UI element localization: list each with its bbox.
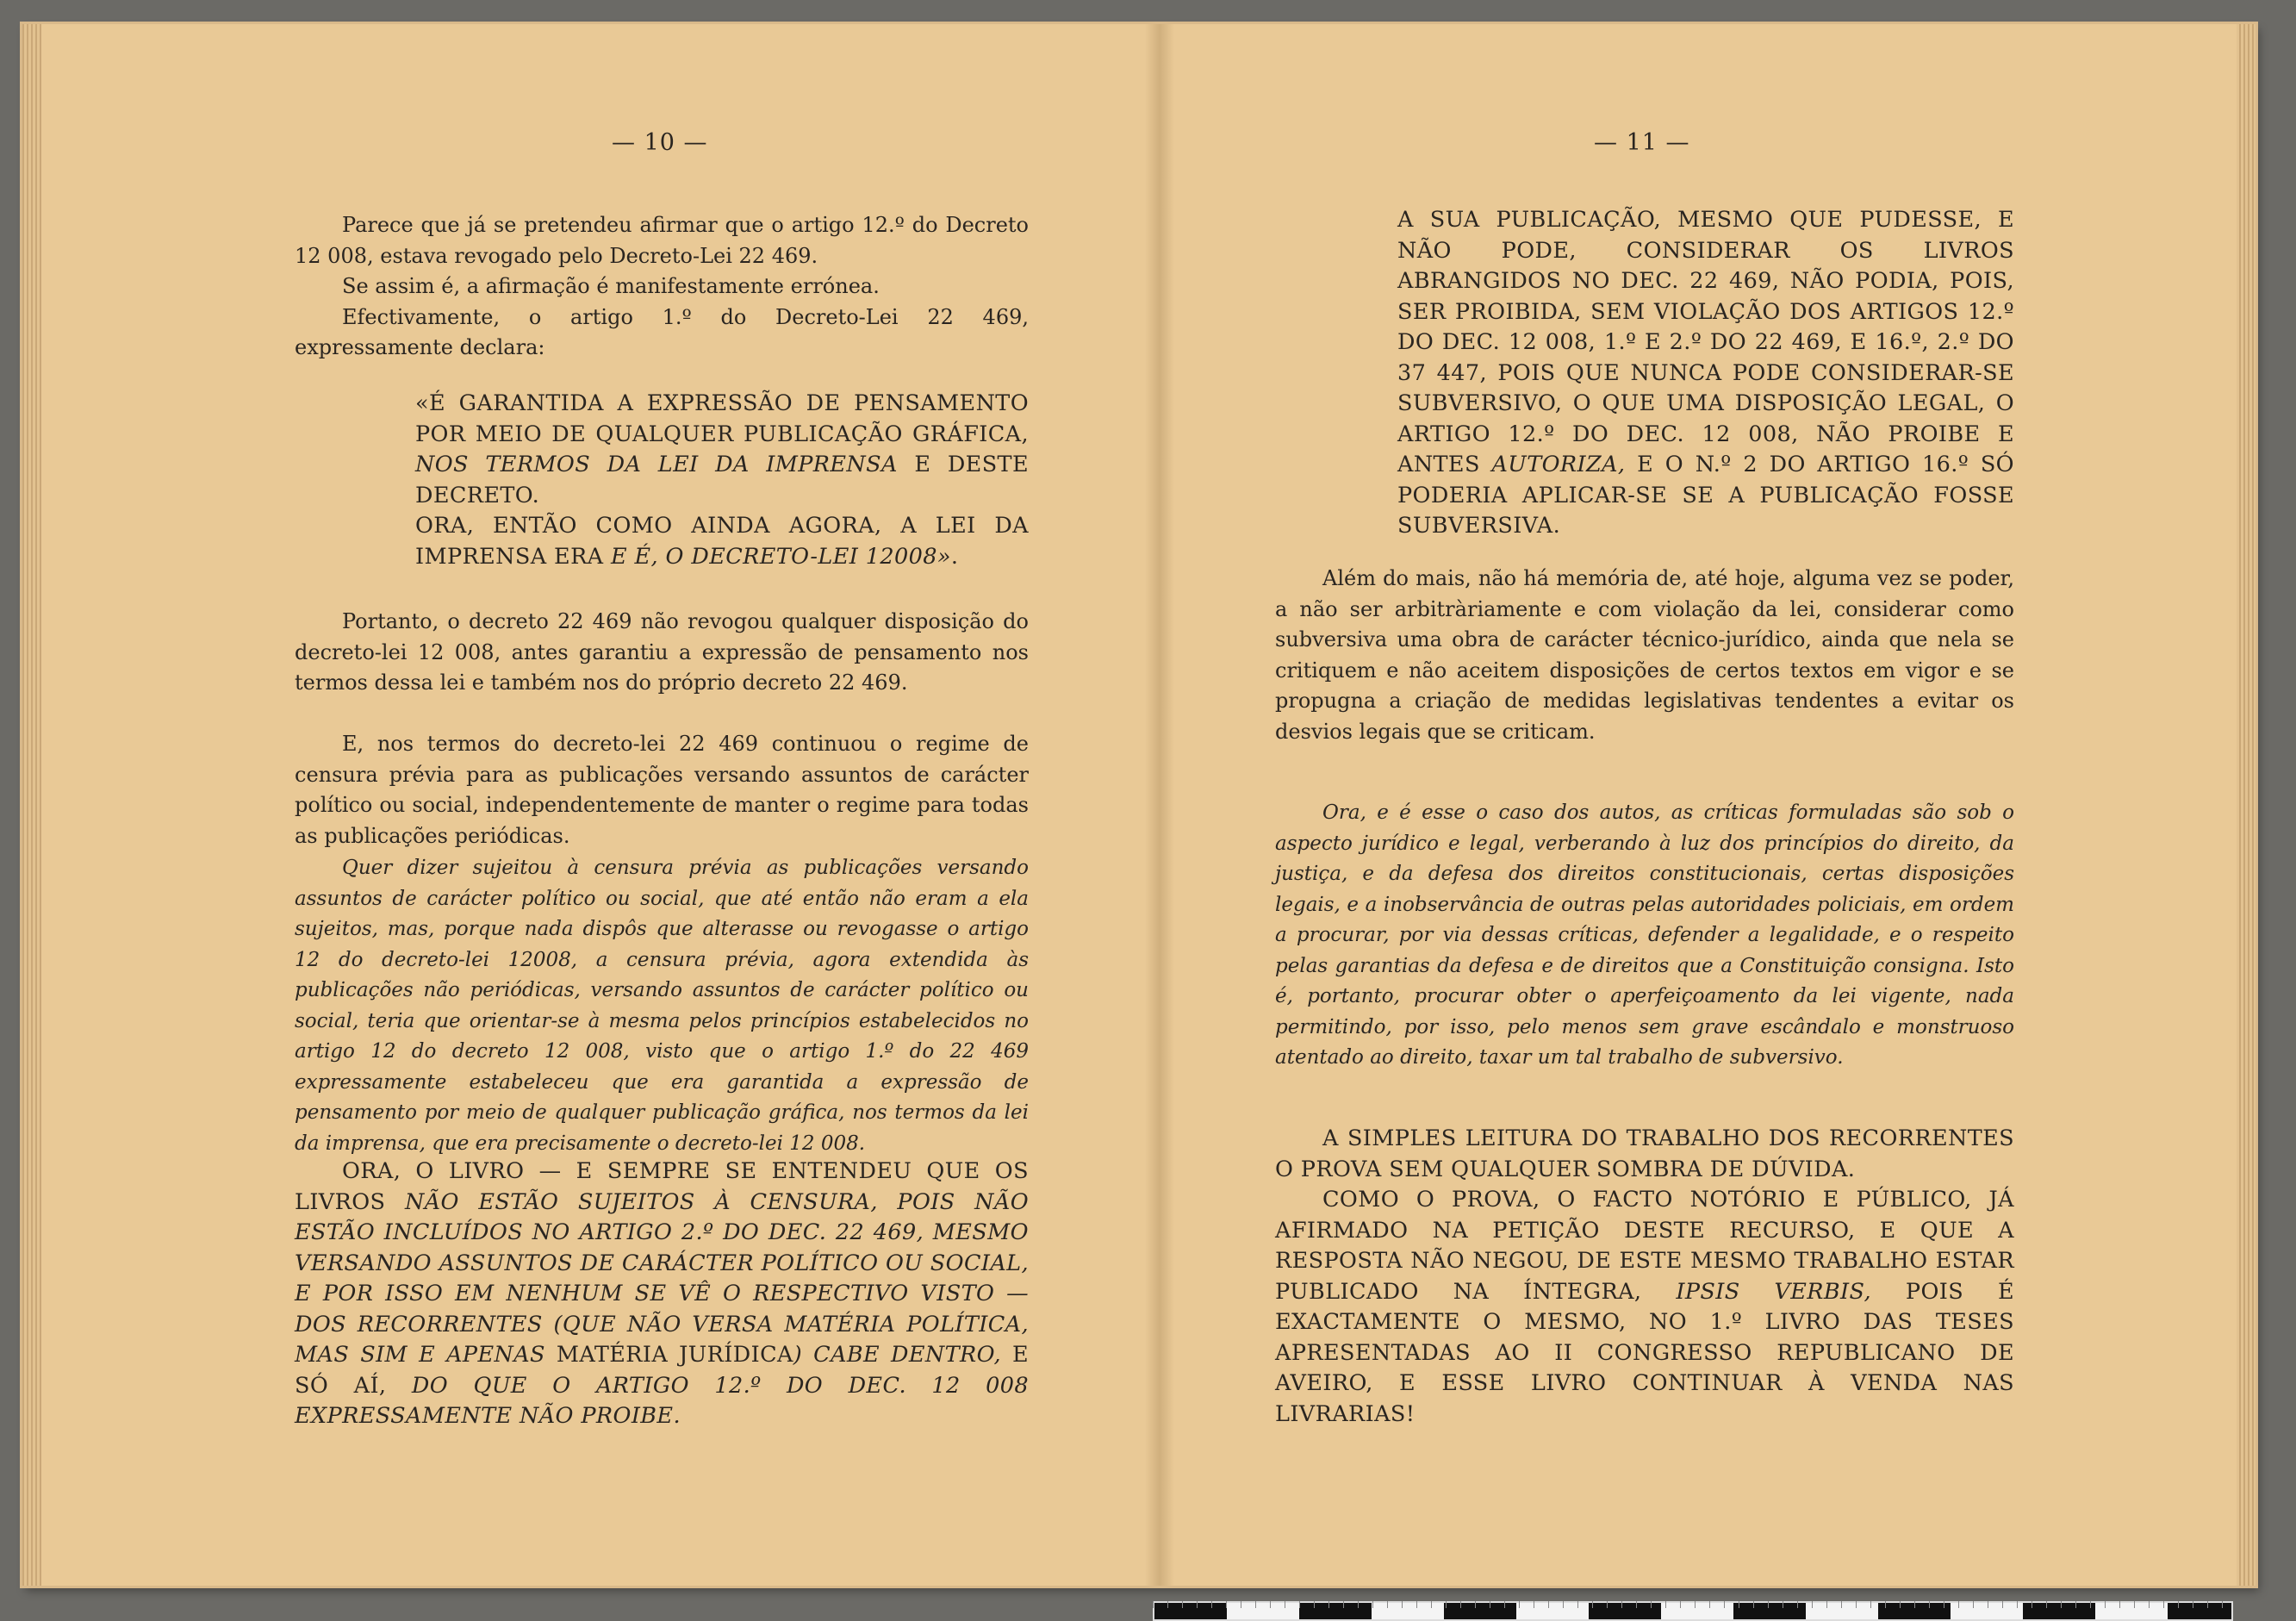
paragraph-simple-reading: A SIMPLES LEITURA DO TRABALHO DOS RECORRENTES O PROVA SEM QUALQUER SOMBRA DE DÚVIDA. COMO O PROVA, O FACTO NOTÓRIO E PÚBLICO, JÁ AFIRMADO NA PETIÇÃO DESTE RECURSO, E QUE A RESPOSTA NÃO NEGOU, DE ESTE MESMO TRABALHO ESTAR PUBLICADO NA ÍNTEGRA, IPSIS VERBIS, POIS É EXACTAMENTE O MESMO, NO 1.º LIVRO DAS TESES APRESENTADAS AO II CONGRESSO REPUBLICANO DE AVEIRO, E ESSE LIVRO CONTINUAR À VENDA NAS LIVRARIAS!	[1275, 1125, 2015, 1427]
quote-paragraph: ORA, ENTÃO COMO AINDA AGORA, A LEI DA IMPRENSA ERA E É, O DECRETO-LEI 12008».	[415, 513, 1029, 570]
paragraph: Se assim é, a afirmação é manifestamente errónea.	[342, 274, 880, 298]
page-stack-right-edge	[2237, 24, 2256, 1586]
paragraph: Efectivamente, o artigo 1.º do Decreto-Lei 22 469, expressamente declara:	[295, 304, 1029, 359]
page-number-left: — 10 —	[612, 129, 708, 156]
paragraph-publication-not-prohibited: A SUA PUBLICAÇÃO, MESMO QUE PUDESSE, E NÃO PODE, CONSIDERAR OS LIVROS ABRANGIDOS NO DEC. 22 469, NÃO PODIA, POIS, SER PROIBIDA, SEM VIOLAÇÃO DOS ARTIGOS 12.º DO DEC. 12 008, 1.º E 2.º DO 22 469, E 16.º, 2.º DO 37 447, POIS QUE NUNCA PODE CONSIDERAR-SE SUBVERSIVO, O QUE UMA DISPOSIÇÃO LEGAL, O ARTIGO 12.º DO DEC. 12 008, NÃO PROIBE E ANTES AUTORIZA, E O N.º 2 DO ARTIGO 16.º SÓ PODERIA APLICAR-SE SE A PUBLICAÇÃO FOSSE SUBVERSIVA.	[1397, 207, 2014, 539]
paragraph: Parece que já se pretendeu afirmar que o artigo 12.º do Decreto 12 008, estava revogado pelo Decreto-Lei 22 469.	[295, 213, 1029, 268]
book-gutter	[1145, 24, 1174, 1586]
page-number-right: — 11 —	[1594, 129, 1690, 156]
left-intro-text	[295, 210, 1029, 364]
paragraph-italic-criticism: Ora, e é esse o caso dos autos, as críticas formuladas são sob o aspecto jurídico e legal, verberando à luz dos princípios do direito, da justiça, e da defesa dos direitos constitucionais, certas disposições legais, e a inobservância de outras pelas autoridades policiais, em ordem a procurar, por via dessas críticas, defender a legalidade, e o respeito pelas garantias da defesa e de direitos que a Constituição consigna. Isto é, portanto, procurar obter o aperfeiçoamento da lei vigente, nada permitindo, por isso, pelo menos sem grave escândalo e monstruoso atentado ao direito, taxar um tal trabalho de subversivo.	[1275, 801, 2014, 1069]
quote-paragraph: «É GARANTIDA A EXPRESSÃO DE PENSAMENTO POR MEIO DE QUALQUER PUBLICAÇÃO GRÁFICA, NOS TERMOS DA LEI DA IMPRENSA E DESTE DECRETO.	[415, 390, 1029, 508]
paragraph-technical-legal-work: Além do mais, não há memória de, até hoje, alguma vez se poder, a não ser arbitràriamente e com violação da lei, considerar como subversiva uma obra de carácter técnico-jurídico, ainda que nela se critiquem e não aceitem disposições de certos textos em vigor e se propugna a criação de medidas legislativas tendentes a evitar os desvios legais que se criticam.	[1275, 566, 2014, 744]
paragraph-prior-censorship: E, nos termos do decreto-lei 22 469 continuou o regime de censura prévia para as publicações versando assuntos de carácter político ou social, independentemente de manter o regime para todas as publicações periódicas.	[295, 732, 1029, 848]
paragraph-book-not-censored: ORA, O LIVRO — E SEMPRE SE ENTENDEU QUE OS LIVROS NÃO ESTÃO SUJEITOS À CENSURA, POIS NÃO ESTÃO INCLUÍDOS NO ARTIGO 2.º DO DEC. 22 469, MESMO VERSANDO ASSUNTOS DE CARÁCTER POLÍTICO OU SOCIAL, E POR ISSO EM NENHUM SE VÊ O RESPECTIVO VISTO — DOS RECORRENTES (QUE NÃO VERSA MATÉRIA POLÍTICA, MAS SIM E APENAS MATÉRIA JURÍDICA) CABE DENTRO, E SÓ AÍ, DO QUE O ARTIGO 12.º DO DEC. 12 008 EXPRESSAMENTE NÃO PROIBE.	[295, 1158, 1030, 1429]
page-stack-left-edge	[22, 24, 41, 1586]
paragraph-decree-not-revoked: Portanto, o decreto 22 469 não revogou qualquer disposição do decreto-lei 12 008, antes garantiu a expressão de pensamento nos termos dessa lei e também nos do próprio decreto 22 469.	[295, 609, 1029, 695]
ruler-ticks	[1153, 1601, 2230, 1608]
paragraph-italic-argument: Quer dizer sujeitou à censura prévia as publicações versando assuntos de carácter político ou social, que até então não eram a ela sujeitos, mas, porque nada dispôs que alterasse ou revogasse o artigo 12 do decreto-lei 12008, a censura prévia, agora extendida às publicações não periódicas, versando assuntos de carácter político ou social, teria que orientar-se à mesma pelos princípios estabelecidos no artigo 12 do decreto 12 008, visto que o artigo 1.º do 22 469 expressamente estabeleceu que era garantida a expressão de pensamento por meio de qualquer publicação gráfica, nos termos da lei da imprensa, que era precisamente o decreto-lei 12 008.	[295, 857, 1029, 1155]
decree-quotation	[415, 389, 1029, 572]
